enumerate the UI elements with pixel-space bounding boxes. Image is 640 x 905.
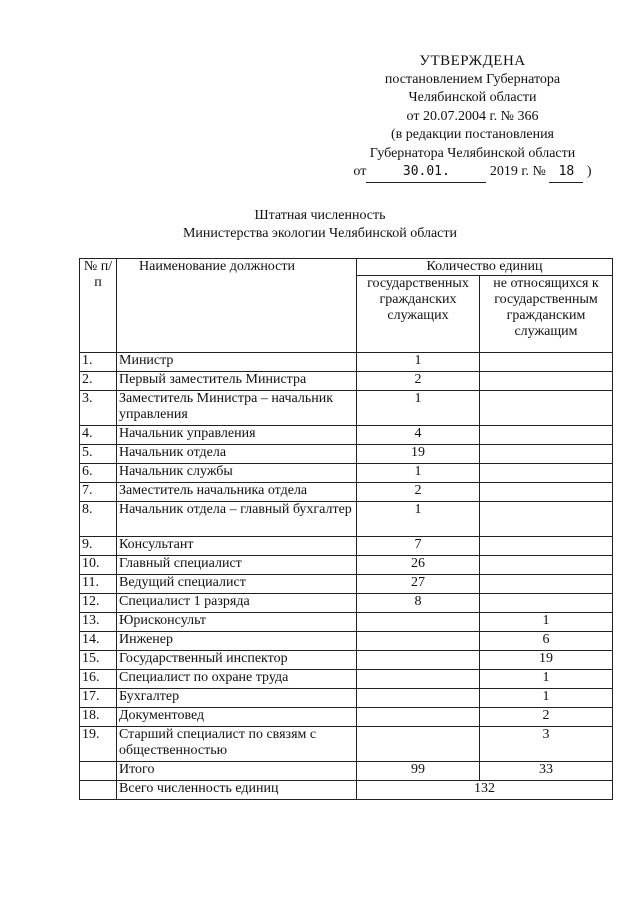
grand-total-row [80, 781, 613, 800]
row-name: Заместитель начальника отдела [117, 483, 357, 502]
row-non-gov [480, 575, 613, 594]
row-name: Специалист 1 разряда [117, 594, 357, 613]
row-num: 1. [80, 353, 117, 372]
itogo-row [80, 762, 613, 781]
row-non-gov [480, 353, 613, 372]
table-row [80, 727, 613, 762]
itogo-non-gov: 33 [480, 762, 613, 781]
row-non-gov: 19 [480, 651, 613, 670]
row-gov: 26 [357, 556, 480, 575]
row-num: 2. [80, 372, 117, 391]
row-gov [357, 632, 480, 651]
row-gov: 1 [357, 464, 480, 483]
table-row [80, 575, 613, 594]
row-non-gov [480, 372, 613, 391]
row-num: 3. [80, 391, 117, 426]
row-num: 9. [80, 537, 117, 556]
grand-total-label: Всего численность единиц [117, 781, 357, 800]
table-row [80, 708, 613, 727]
approval-date-line [340, 163, 605, 183]
row-num: 6. [80, 464, 117, 483]
header-num: № п/п [80, 259, 117, 353]
row-gov: 19 [357, 445, 480, 464]
number-value: 18 [549, 163, 583, 183]
table-row [80, 353, 613, 372]
row-num: 18. [80, 708, 117, 727]
row-num: 10. [80, 556, 117, 575]
row-name: Старший специалист по связям с общественностью [117, 727, 357, 762]
row-name: Главный специалист [117, 556, 357, 575]
row-gov [357, 708, 480, 727]
table-row [80, 556, 613, 575]
row-gov [357, 670, 480, 689]
row-gov: 8 [357, 594, 480, 613]
row-non-gov [480, 464, 613, 483]
table-row [80, 651, 613, 670]
row-gov [357, 613, 480, 632]
row-name: Заместитель Министра – начальник управления [117, 391, 357, 426]
title-line-1: Штатная численность [254, 208, 386, 223]
row-num: 11. [80, 575, 117, 594]
document-title [0, 207, 640, 243]
table-row [80, 464, 613, 483]
row-num: 14. [80, 632, 117, 651]
table-row [80, 670, 613, 689]
row-non-gov: 3 [480, 727, 613, 762]
row-non-gov [480, 556, 613, 575]
approval-line-1: постановлением Губернатора [384, 71, 561, 87]
itogo-label: Итого [117, 762, 357, 781]
date-prefix: от [353, 164, 367, 179]
row-non-gov [480, 537, 613, 556]
row-num: 13. [80, 613, 117, 632]
close-paren: ) [586, 164, 592, 179]
table-row [80, 594, 613, 613]
row-name: Инженер [117, 632, 357, 651]
title-line-2: Министерства экологии Челябинской области [182, 226, 457, 241]
row-gov [357, 727, 480, 762]
grand-total-num-cell [80, 781, 117, 800]
row-num: 19. [80, 727, 117, 762]
row-name: Начальник службы [117, 464, 357, 483]
table-row [80, 372, 613, 391]
row-non-gov: 1 [480, 670, 613, 689]
row-name: Начальник отдела [117, 445, 357, 464]
row-non-gov: 1 [480, 689, 613, 708]
row-num: 4. [80, 426, 117, 445]
row-name: Ведущий специалист [117, 575, 357, 594]
row-name: Консультант [117, 537, 357, 556]
header-non-gov: не относящихся к государственным гражданским служащим [480, 276, 613, 353]
table-row [80, 632, 613, 651]
table-row [80, 502, 613, 537]
row-num: 17. [80, 689, 117, 708]
row-name: Министр [117, 353, 357, 372]
row-gov: 4 [357, 426, 480, 445]
header-gov: государственных гражданских служащих [357, 276, 480, 353]
table-row [80, 613, 613, 632]
row-num: 12. [80, 594, 117, 613]
table-row [80, 391, 613, 426]
table-row [80, 483, 613, 502]
row-name: Специалист по охране труда [117, 670, 357, 689]
row-num: 5. [80, 445, 117, 464]
row-non-gov [480, 594, 613, 613]
row-gov [357, 651, 480, 670]
row-name: Начальник отдела – главный бухгалтер [117, 502, 357, 537]
date-value: 30.01. [366, 163, 486, 183]
row-gov: 1 [357, 502, 480, 537]
row-non-gov [480, 391, 613, 426]
approval-stamp [340, 52, 605, 183]
approval-line-4: (в редакции постановления [390, 127, 555, 142]
approval-line-5: Губернатора Челябинской области [369, 145, 576, 161]
row-num: 15. [80, 651, 117, 670]
row-non-gov [480, 483, 613, 502]
row-gov: 7 [357, 537, 480, 556]
row-num: 7. [80, 483, 117, 502]
row-gov [357, 689, 480, 708]
row-gov: 2 [357, 372, 480, 391]
table-row [80, 445, 613, 464]
row-num: 16. [80, 670, 117, 689]
table-row [80, 426, 613, 445]
row-non-gov: 2 [480, 708, 613, 727]
row-num: 8. [80, 502, 117, 537]
row-name: Государственный инспектор [117, 651, 357, 670]
row-gov: 1 [357, 391, 480, 426]
itogo-gov: 99 [357, 762, 480, 781]
row-name: Бухгалтер [117, 689, 357, 708]
row-non-gov [480, 445, 613, 464]
approval-line-2: Челябинской области [408, 90, 537, 105]
year-text: 2019 г. № [489, 164, 546, 179]
row-name: Начальник управления [117, 426, 357, 445]
row-name: Документовед [117, 708, 357, 727]
row-gov: 1 [357, 353, 480, 372]
row-name: Первый заместитель Министра [117, 372, 357, 391]
table-row [80, 689, 613, 708]
header-count: Количество единиц [357, 259, 613, 276]
row-non-gov: 1 [480, 613, 613, 632]
header-name: Наименование должности [117, 259, 357, 353]
row-gov: 2 [357, 483, 480, 502]
grand-total-value: 132 [357, 781, 613, 800]
row-non-gov [480, 502, 613, 537]
approval-heading: УТВЕРЖДЕНА [419, 53, 526, 69]
row-non-gov: 6 [480, 632, 613, 651]
itogo-num-cell [80, 762, 117, 781]
staff-table [79, 258, 613, 800]
approval-line-3: от 20.07.2004 г. № 366 [406, 108, 539, 124]
row-non-gov [480, 426, 613, 445]
row-name: Юрисконсульт [117, 613, 357, 632]
table-row [80, 537, 613, 556]
row-gov: 27 [357, 575, 480, 594]
